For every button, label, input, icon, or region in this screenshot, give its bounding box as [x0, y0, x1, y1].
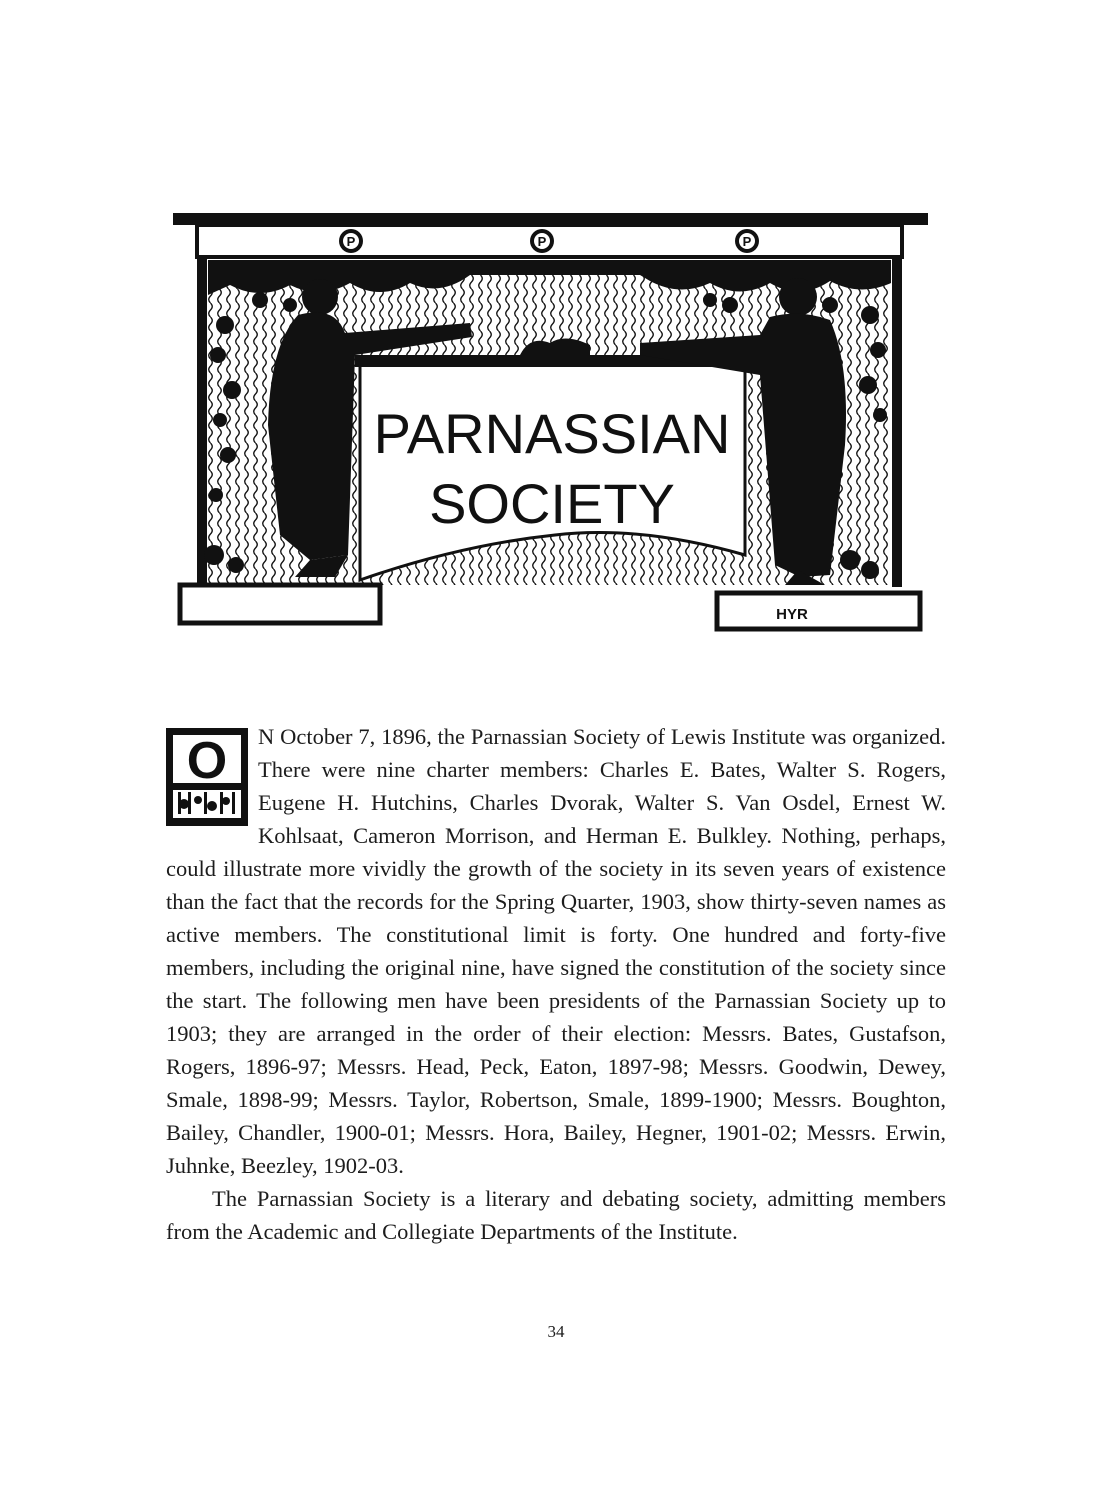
drop-cap-letter: O	[186, 732, 228, 790]
base-right	[717, 593, 920, 629]
medallion-icon	[339, 229, 363, 253]
paragraph-1: N October 7, 1896, the Parnassian Society of Lewis Institute was organized. There were nine charter members: Charles E. Bates, Walter S. Rogers, Eugene H. Hutchins, Charles Dvorak, Walter S. Van Osdel, Ernest W. Kohlsaat, Cameron Morrison, and Herman E. Bulkley. Nothing, perhaps, could illustrate more vividly the growth of the society in its seven years of existence than the fact that the records for the Spring Quarter, 1903, show thirty-seven names as active members. The constitutional limit is forty. One hundred and forty-five members, including the original nine, have signed the constitution of the society since the start. The following men have been presidents of the Parnassian Society up to 1903; they are arranged in the order of their election: Messrs. Bates, Gustafson, Rogers, 1896-97; Messrs. Head, Peck, Eaton, 1897-98; Messrs. Goodwin, Dewey, Smale, 1898-99; Messrs. Taylor, Robertson, Smale, 1899-1900; Messrs. Boughton, Bailey, Chandler, 1900-01; Messrs. Hora, Bailey, Hegner, 1901-02; Messrs. Erwin, Juhnke, Beezley, 1902-03.	[166, 724, 946, 1178]
medallion-icon	[530, 229, 554, 253]
title-line-2: SOCIETY	[429, 472, 675, 535]
medallion-letter: P	[742, 234, 752, 249]
page-number: 34	[547, 1322, 565, 1341]
frame-right	[892, 257, 902, 587]
medallion-letter: P	[346, 234, 356, 249]
medallion-icon	[735, 229, 759, 253]
paragraph-2: The Parnassian Society is a literary and debating society, admitting members from the Academic and Collegiate Departments of the Institute.	[166, 1186, 946, 1244]
frame-left	[197, 257, 207, 587]
body-text	[166, 720, 946, 1248]
drop-cap-ornament	[164, 726, 250, 828]
title-line-1: PARNASSIAN	[373, 402, 731, 465]
base-left	[180, 585, 380, 623]
artist-monogram: HYR	[776, 606, 808, 623]
header-illustration	[170, 205, 930, 635]
medallion-letter: P	[537, 234, 547, 249]
